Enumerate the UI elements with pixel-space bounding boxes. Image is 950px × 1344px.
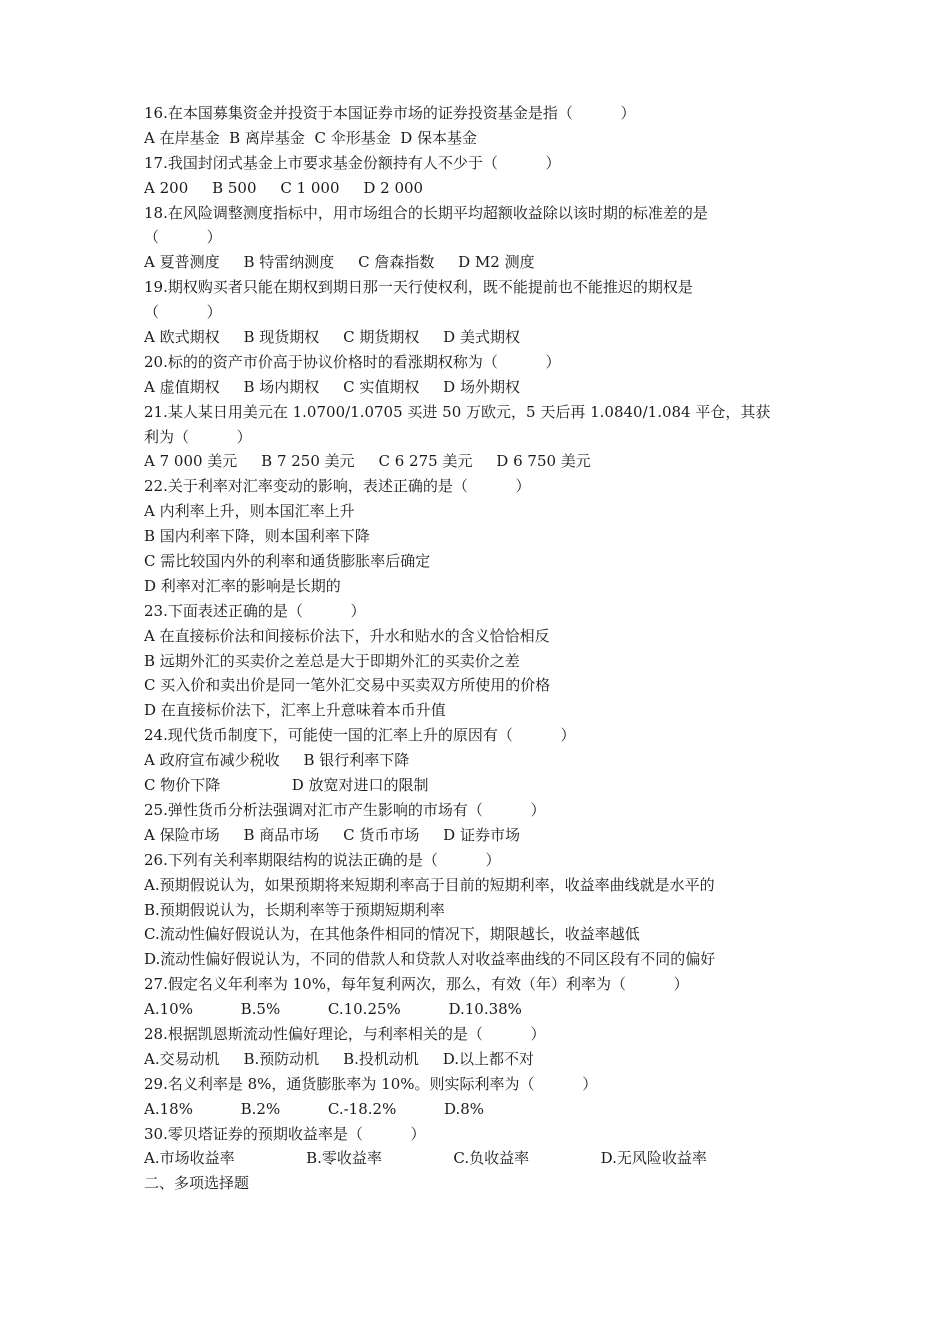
option-22-a: A 内利率上升，则本国汇率上升 <box>144 502 355 521</box>
question-list <box>144 101 824 1196</box>
options-20: A 虚值期权 B 场内期权 C 实值期权 D 场外期权 <box>144 377 520 396</box>
question-22: 22.关于利率对汇率变动的影响，表述正确的是（ ） <box>144 477 531 496</box>
options-17: A 200 B 500 C 1 000 D 2 000 <box>144 178 424 197</box>
question-25: 25.弹性货币分析法强调对汇市产生影响的市场有（ ） <box>144 800 546 819</box>
question-26: 26.下列有关利率期限结构的说法正确的是（ ） <box>144 850 501 869</box>
option-23-d: D 在直接标价法下，汇率上升意味着本币升值 <box>144 701 446 720</box>
question-21: 21.某人某日用美元在 1.0700/1.0705 买进 50 万欧元，5 天后再 1.0840/1.084 平仓，其获 <box>144 402 771 421</box>
question-28: 28.根据凯恩斯流动性偏好理论，与利率相关的是（ ） <box>144 1024 546 1043</box>
question-21-continued: 利为（ ） <box>144 427 252 446</box>
options-24-cd: C 物价下降 D 放宽对进口的限制 <box>144 776 429 795</box>
question-17: 17.我国封闭式基金上市要求基金份额持有人不少于（ ） <box>144 153 561 172</box>
question-27: 27.假定名义年利率为 10%，每年复利两次，那么，有效（年）利率为（ ） <box>144 975 689 994</box>
question-30: 30.零贝塔证券的预期收益率是（ ） <box>144 1124 426 1143</box>
option-23-a: A 在直接标价法和间接标价法下，升水和贴水的含义恰恰相反 <box>144 626 550 645</box>
options-28: A.交易动机 B.预防动机 B.投机动机 D.以上都不对 <box>144 1049 534 1068</box>
options-29: A.18% B.2% C.-18.2% D.8% <box>144 1099 485 1118</box>
options-19: A 欧式期权 B 现货期权 C 期货期权 D 美式期权 <box>144 328 520 347</box>
question-23: 23.下面表述正确的是（ ） <box>144 601 366 620</box>
options-16: A 在岸基金 B 离岸基金 C 伞形基金 D 保本基金 <box>144 128 478 147</box>
option-23-c: C 买入价和卖出价是同一笔外汇交易中买卖双方所使用的价格 <box>144 676 551 695</box>
option-22-b: B 国内利率下降，则本国利率下降 <box>144 527 370 546</box>
option-22-d: D 利率对汇率的影响是长期的 <box>144 576 341 595</box>
option-26-a: A.预期假说认为，如果预期将来短期利率高于目前的短期利率，收益率曲线就是水平的 <box>144 875 715 894</box>
options-30: A.市场收益率 B.零收益率 C.负收益率 D.无风险收益率 <box>144 1149 707 1168</box>
question-29: 29.名义利率是 8%，通货膨胀率为 10%。则实际利率为（ ） <box>144 1074 598 1093</box>
question-20: 20.标的的资产市价高于协议价格时的看涨期权称为（ ） <box>144 352 561 371</box>
question-18: 18.在风险调整测度指标中，用市场组合的长期平均超额收益除以该时期的标准差的是 <box>144 203 708 222</box>
option-26-d: D.流动性偏好假说认为，不同的借款人和贷款人对收益率曲线的不同区段有不同的偏好 <box>144 950 716 969</box>
options-21: A 7 000 美元 B 7 250 美元 C 6 275 美元 D 6 750 美元 <box>144 452 591 471</box>
option-22-c: C 需比较国内外的利率和通货膨胀率后确定 <box>144 552 431 571</box>
option-23-b: B 远期外汇的买卖价之差总是大于即期外汇的买卖价之差 <box>144 651 520 670</box>
options-24-ab: A 政府宣布减少税收 B 银行利率下降 <box>144 751 410 770</box>
options-25: A 保险市场 B 商品市场 C 货币市场 D 证券市场 <box>144 825 520 844</box>
question-19: 19.期权购买者只能在期权到期日那一天行使权利，既不能提前也不能推迟的期权是 <box>144 278 693 297</box>
question-24: 24.现代货币制度下，可能使一国的汇率上升的原因有（ ） <box>144 726 576 745</box>
option-26-c: C.流动性偏好假说认为，在其他条件相同的情况下，期限越长，收益率越低 <box>144 925 640 944</box>
question-16: 16.在本国募集资金并投资于本国证券市场的证券投资基金是指（ ） <box>144 104 636 122</box>
section-heading-multiple-choice: 二、多项选择题 <box>144 1174 250 1193</box>
options-18: A 夏普测度 B 特雷纳测度 C 詹森指数 D M2 测度 <box>144 253 535 272</box>
option-26-b: B.预期假说认为，长期利率等于预期短期利率 <box>144 900 445 919</box>
question-18-continued: （ ） <box>144 228 222 247</box>
question-19-continued: （ ） <box>144 303 222 322</box>
options-27: A.10% B.5% C.10.25% D.10.38% <box>144 1000 522 1019</box>
